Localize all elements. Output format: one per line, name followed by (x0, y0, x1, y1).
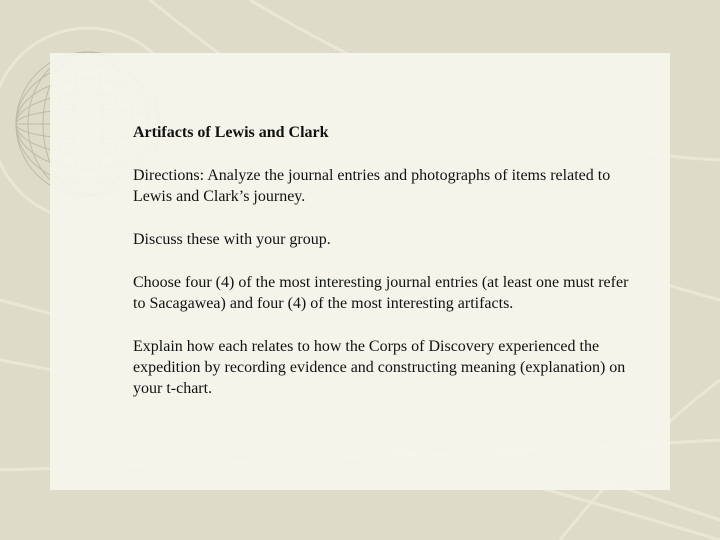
explain-paragraph: Explain how each relates to how the Corps of Discovery experienced the expedition by recording evidence and constructing meaning (explanation) on your t-chart. (133, 338, 626, 397)
directions-paragraph: Directions: Analyze the journal entries and photographs of items related to Lewis and Clark’s journey. (133, 167, 611, 205)
choose-paragraph: Choose four (4) of the most interesting journal entries (at least one must refer to Sacagawea) and four (4) of the most interesting artifacts. (133, 274, 629, 312)
slide-text-block (133, 122, 633, 421)
slide-title: Artifacts of Lewis and Clark (133, 124, 329, 141)
discuss-paragraph: Discuss these with your group. (133, 231, 331, 248)
